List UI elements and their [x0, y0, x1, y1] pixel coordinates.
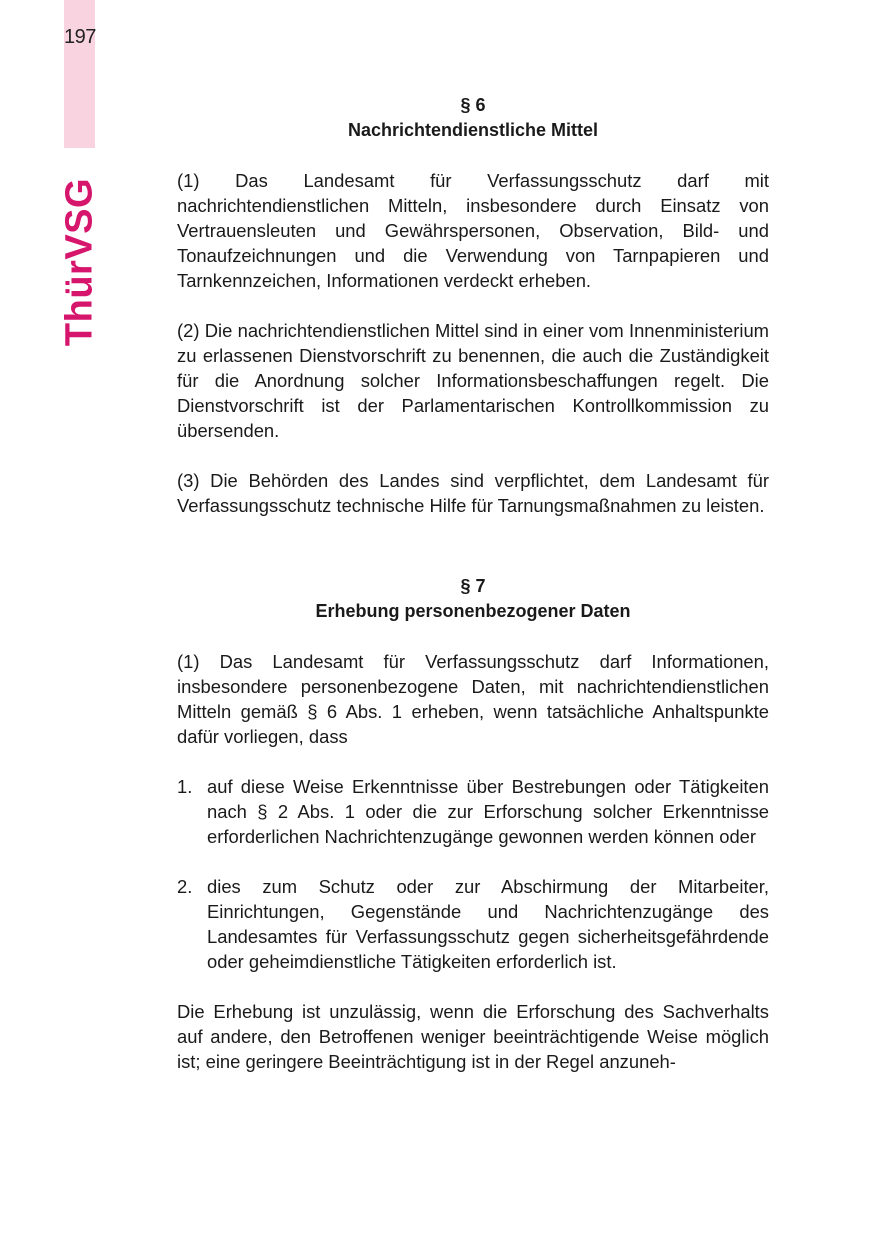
list-item: [177, 874, 769, 974]
list-item-text: auf diese Weise Erkenntnisse über Bestrebungen oder Tätigkeiten nach § 2 Abs. 1 oder die zur Erforschung solcher Erkenntnisse erforderlichen Nachrichtenzugänge gewonnen werden können oder: [207, 776, 769, 847]
section-6-paragraph-1: (1) Das Landesamt für Verfassungsschutz darf mit nachrichtendienstlichen Mitteln, insbesondere durch Einsatz von Vertrauensleuten und Gewährspersonen, Observation, Bild- und Tonaufzeichnungen und die Verwendung von Tarnpapieren und Tarnkennzeichen, Informationen verdeckt erheben.: [177, 170, 769, 291]
section-6-paragraph-3: (3) Die Behörden des Landes sind verpflichtet, dem Landesamt für Verfassungsschutz technische Hilfe für Tarnungsmaßnahmen zu leisten.: [177, 470, 769, 516]
section-6-paragraph-2: (2) Die nachrichtendienstlichen Mittel sind in einer vom Innenministerium zu erlassenen Dienstvorschrift zu benennen, die auch die Zuständigkeit für die Anordnung solcher Informationsbeschaffungen regelt. Die Dienstvorschrift ist der Parlamentarischen Kontrollkommission zu übersenden.: [177, 320, 769, 441]
page-content: [177, 93, 769, 1074]
list-item-number: 1.: [177, 776, 193, 797]
section-6: [177, 93, 769, 518]
section-6-title: Nachrichtendienstliche Mittel: [347, 120, 599, 140]
section-7-title: Erhebung personenbezogener Daten: [315, 601, 631, 621]
page-number: 197: [64, 26, 96, 48]
section-7: [177, 574, 769, 1074]
side-color-band: [64, 0, 95, 148]
list-item-text: dies zum Schutz oder zur Abschirmung der Mitarbeiter, Einrichtungen, Gegenstände und Nachrichtenzugänge des Landesamtes für Verfassungsschutz gegen sicherheitsgefährdende oder geheimdienstliche Tätigkeiten erforderlich ist.: [207, 876, 769, 972]
list-item: [177, 774, 769, 849]
list-item-number: 2.: [177, 876, 193, 897]
section-6-symbol: § 6: [460, 95, 486, 115]
section-7-symbol: § 7: [460, 576, 486, 596]
section-7-closing: Die Erhebung ist unzulässig, wenn die Erforschung des Sachverhalts auf andere, den Betroffenen weniger beeinträchtigende Weise möglich ist; eine geringere Beeinträchtigung ist in der Regel anzuneh-: [177, 1001, 769, 1072]
section-7-intro: (1) Das Landesamt für Verfassungsschutz darf Informationen, insbesondere personenbezogene Daten, mit nachrichtendienstlichen Mitteln gemäß § 6 Abs. 1 erheben, wenn tatsächliche Anhaltspunkte dafür vorliegen, dass: [177, 651, 769, 747]
side-label: ThürVSG: [58, 177, 101, 347]
